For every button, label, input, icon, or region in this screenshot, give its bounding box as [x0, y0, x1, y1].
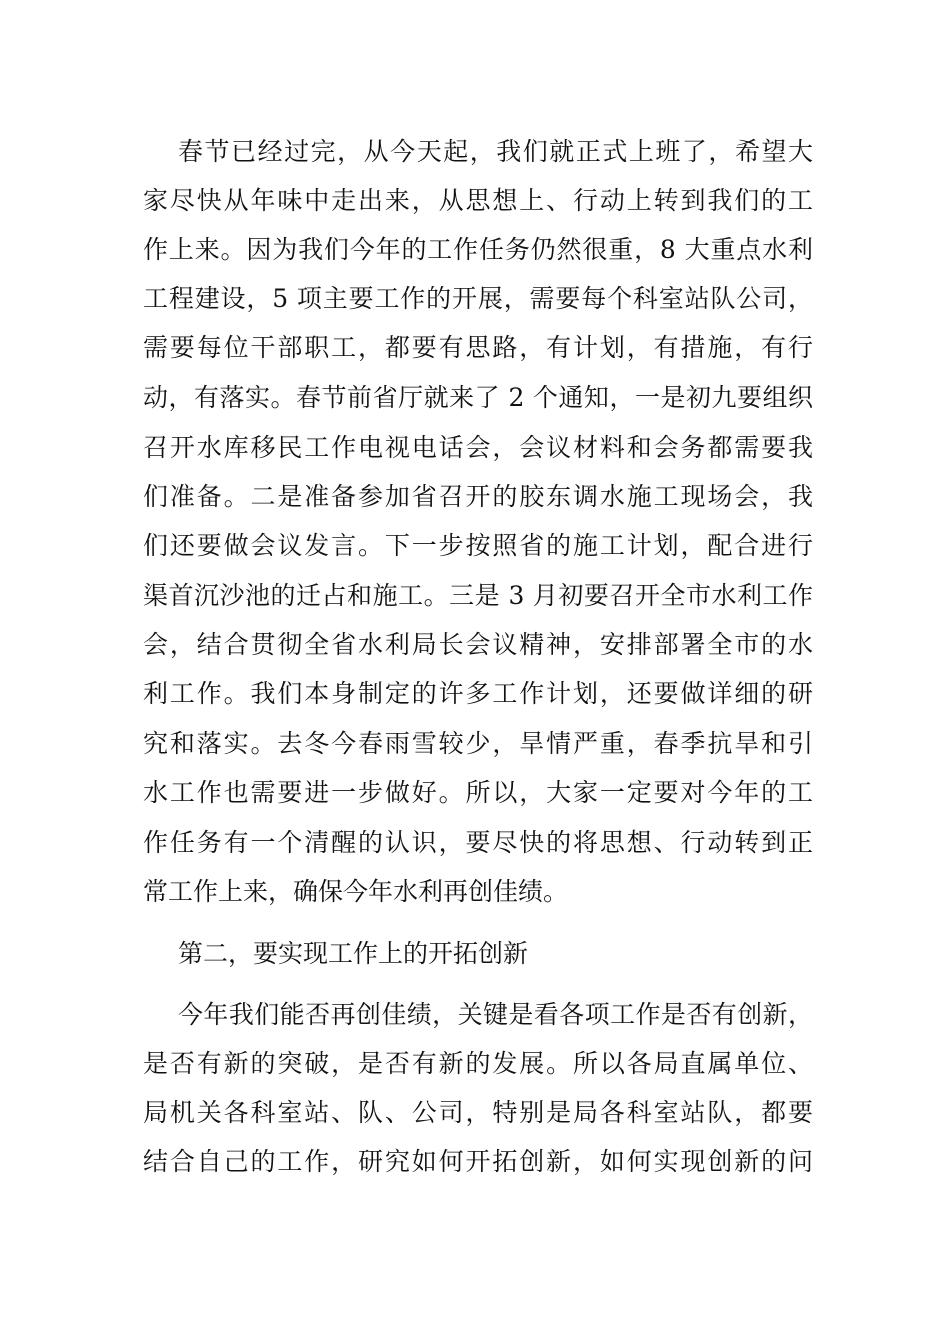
paragraph-line: 需要每位干部职工，都要有思路，有计划，有措施，有行 — [143, 333, 813, 362]
paragraph-line: 今年我们能否再创佳绩，关键是看各项工作是否有创新， — [178, 1000, 813, 1029]
paragraph-line: 家尽快从年味中走出来，从思想上、行动上转到我们的工 — [143, 186, 813, 215]
paragraph-line: 水工作也需要进一步做好。所以，大家一定要对今年的工 — [143, 778, 813, 807]
paragraph-line: 渠首沉沙池的迁占和施工。三是 3 月初要召开全市水利工作 — [143, 581, 813, 610]
paragraph-line: 局机关各科室站、队、公司，特别是局各科室站队，都要 — [143, 1098, 813, 1127]
paragraph-line: 作任务有一个清醒的认识，要尽快的将思想、行动转到正 — [143, 828, 813, 857]
paragraph-line: 们还要做会议发言。下一步按照省的施工计划，配合进行 — [143, 531, 813, 560]
paragraph-line: 结合自己的工作，研究如何开拓创新，如何实现创新的问 — [143, 1147, 813, 1176]
paragraph-line: 究和落实。去冬今春雨雪较少，旱情严重，春季抗旱和引 — [143, 729, 813, 758]
paragraph-line: 们准备。二是准备参加省召开的胶东调水施工现场会，我 — [143, 482, 813, 511]
paragraph-line: 召开水库移民工作电视电话会，会议材料和会务都需要我 — [143, 433, 813, 462]
section-heading: 第二，要实现工作上的开拓创新 — [178, 939, 529, 968]
paragraph-line: 春节已经过完，从今天起，我们就正式上班了，希望大 — [178, 137, 813, 166]
paragraph-line: 利工作。我们本身制定的许多工作计划，还要做详细的研 — [143, 679, 813, 708]
paragraph-line: 常工作上来，确保今年水利再创佳绩。 — [143, 877, 569, 906]
paragraph-line: 是否有新的突破，是否有新的发展。所以各局直属单位、 — [143, 1049, 813, 1078]
paragraph-line: 动，有落实。春节前省厅就来了 2 个通知，一是初九要组织 — [143, 383, 813, 412]
paragraph-line: 作上来。因为我们今年的工作任务仍然很重，8 大重点水利 — [143, 235, 813, 264]
paragraph-line: 工程建设，5 项主要工作的开展，需要每个科室站队公司， — [143, 284, 813, 313]
paragraph-line: 会，结合贯彻全省水利局长会议精神，安排部署全市的水 — [143, 630, 813, 659]
